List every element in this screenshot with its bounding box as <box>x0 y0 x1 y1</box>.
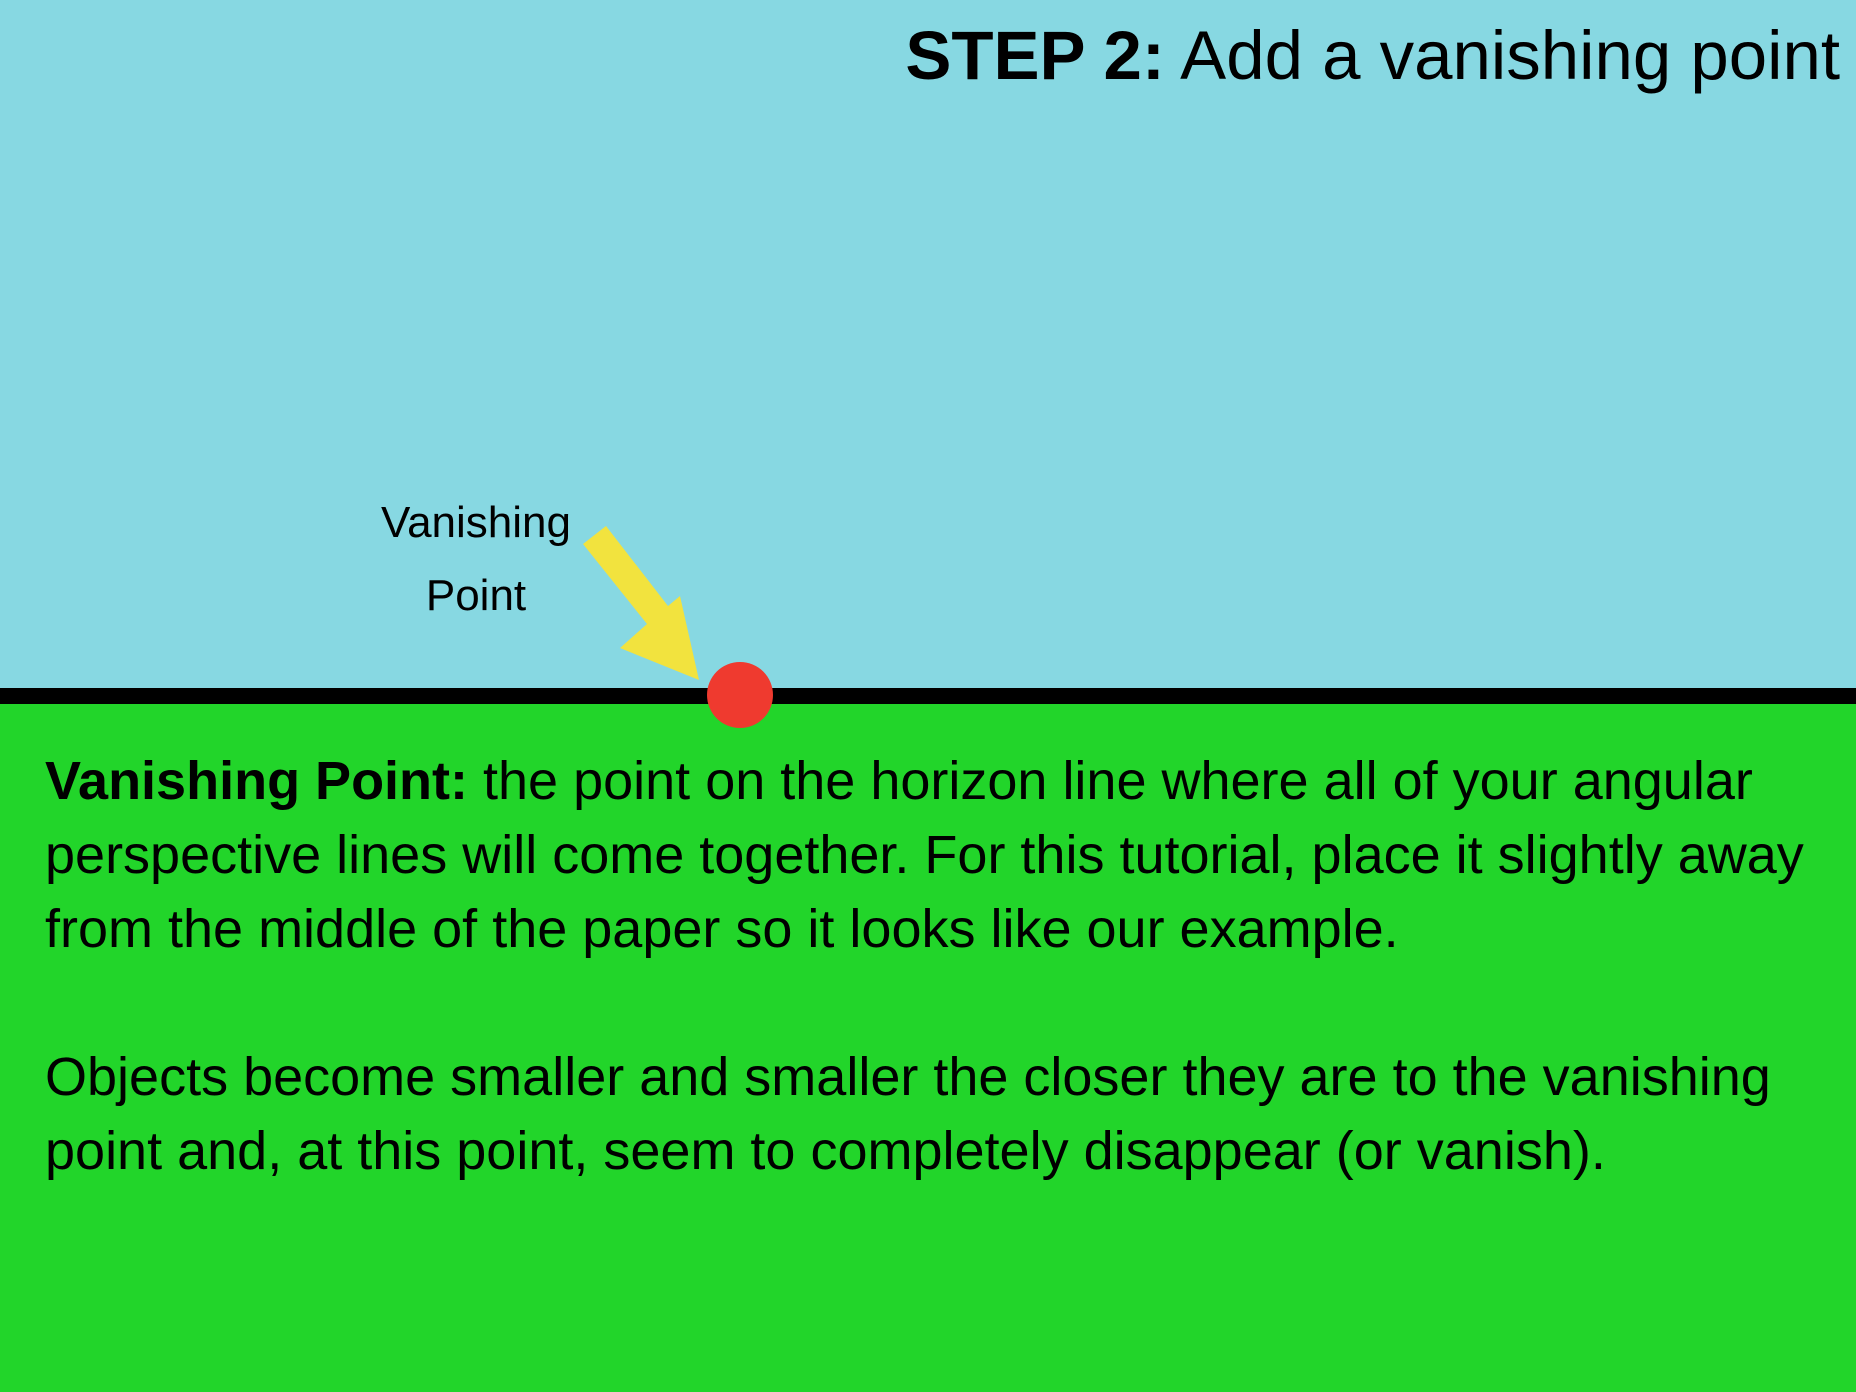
vanishing-point-label <box>346 486 606 632</box>
vanishing-point-label-line1: Vanishing <box>381 498 571 547</box>
note-paragraph: Objects become smaller and smaller the closer they are to the vanishing point and, at this point, seem to completely disappear (or vanish). <box>45 1047 1771 1181</box>
sky-background <box>0 0 1856 688</box>
vanishing-point-label-line2: Point <box>425 571 527 620</box>
horizon-line <box>0 688 1856 704</box>
page-title <box>905 14 1840 98</box>
vanishing-point-dot <box>707 662 773 728</box>
title-text: Add a vanishing point <box>1164 17 1840 94</box>
title-step: STEP 2: <box>905 17 1165 94</box>
explanation-text <box>45 744 1835 1188</box>
definition-text: the point on the horizon line where all of your angular perspective lines will come together. For this tutorial, place it slightly away from the middle of the paper so it looks like our example. <box>45 751 1804 959</box>
definition-term: Vanishing Point: <box>45 751 469 811</box>
definition-paragraph <box>45 744 1835 966</box>
